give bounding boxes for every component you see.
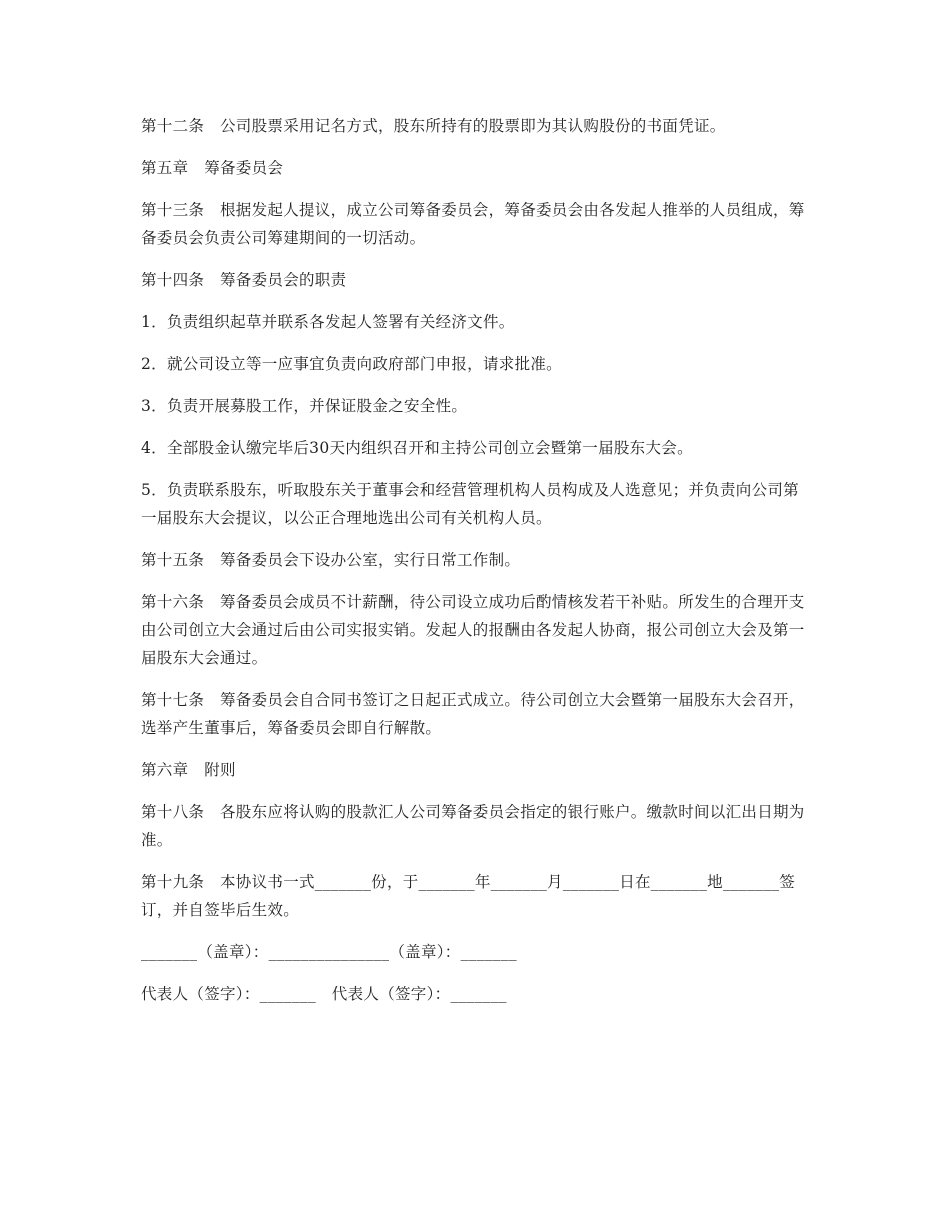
- article-17: 第十七条 筹备委员会自合同书签订之日起正式成立。待公司创立大会暨第一届股东大会召开，选举产生董事后，筹备委员会即自行解散。: [141, 691, 805, 737]
- article-15: 第十五条 筹备委员会下设办公室，实行日常工作制。: [141, 551, 521, 569]
- duty-item-1: 1．负责组织起草并联系各发起人签署有关经济文件。: [141, 313, 515, 331]
- seal-line: _______（盖章）：_______________（盖章）：_______: [141, 943, 517, 961]
- duty-item-3: 3．负责开展募股工作，并保证股金之安全性。: [141, 397, 468, 415]
- chapter-5-heading: 第五章 筹备委员会: [141, 159, 284, 177]
- article-18: 第十八条 各股东应将认购的股款汇人公司筹备委员会指定的银行账户。缴款时间以汇出日期为准。: [141, 803, 805, 849]
- duty-item-2: 2．就公司设立等一应事宜负责向政府部门申报，请求批准。: [141, 355, 562, 373]
- article-12: 第十二条 公司股票采用记名方式，股东所持有的股票即为其认购股份的书面凭证。: [141, 117, 726, 135]
- signature-line: 代表人（签字）：_______ 代表人（签字）：_______: [141, 985, 507, 1003]
- duty-item-5: 5．负责联系股东，听取股东关于董事会和经营管理机构人员构成及人选意见；并负责向公司第一届股东大会提议，以公正合理地选出公司有关机构人员。: [141, 481, 799, 527]
- duty-item-4: 4．全部股金认缴完毕后30天内组织召开和主持公司创立会暨第一届股东大会。: [141, 439, 693, 457]
- article-16: 第十六条 筹备委员会成员不计薪酬，待公司设立成功后酌情核发若干补贴。所发生的合理开支由公司创立大会通过后由公司实报实销。发起人的报酬由各发起人协商，报公司创立大会及第一届股东大会通过。: [141, 593, 805, 667]
- chapter-6-heading: 第六章 附则: [141, 761, 236, 779]
- document-page: [141, 112, 813, 1022]
- article-14: 第十四条 筹备委员会的职责: [141, 271, 347, 289]
- article-19: 第十九条 本协议书一式_______份，于_______年_______月_______日在_______地_______签订，并自签毕后生效。: [141, 873, 796, 919]
- article-13: 第十三条 根据发起人提议，成立公司筹备委员会，筹备委员会由各发起人推举的人员组成，筹备委员会负责公司筹建期间的一切活动。: [141, 201, 805, 247]
